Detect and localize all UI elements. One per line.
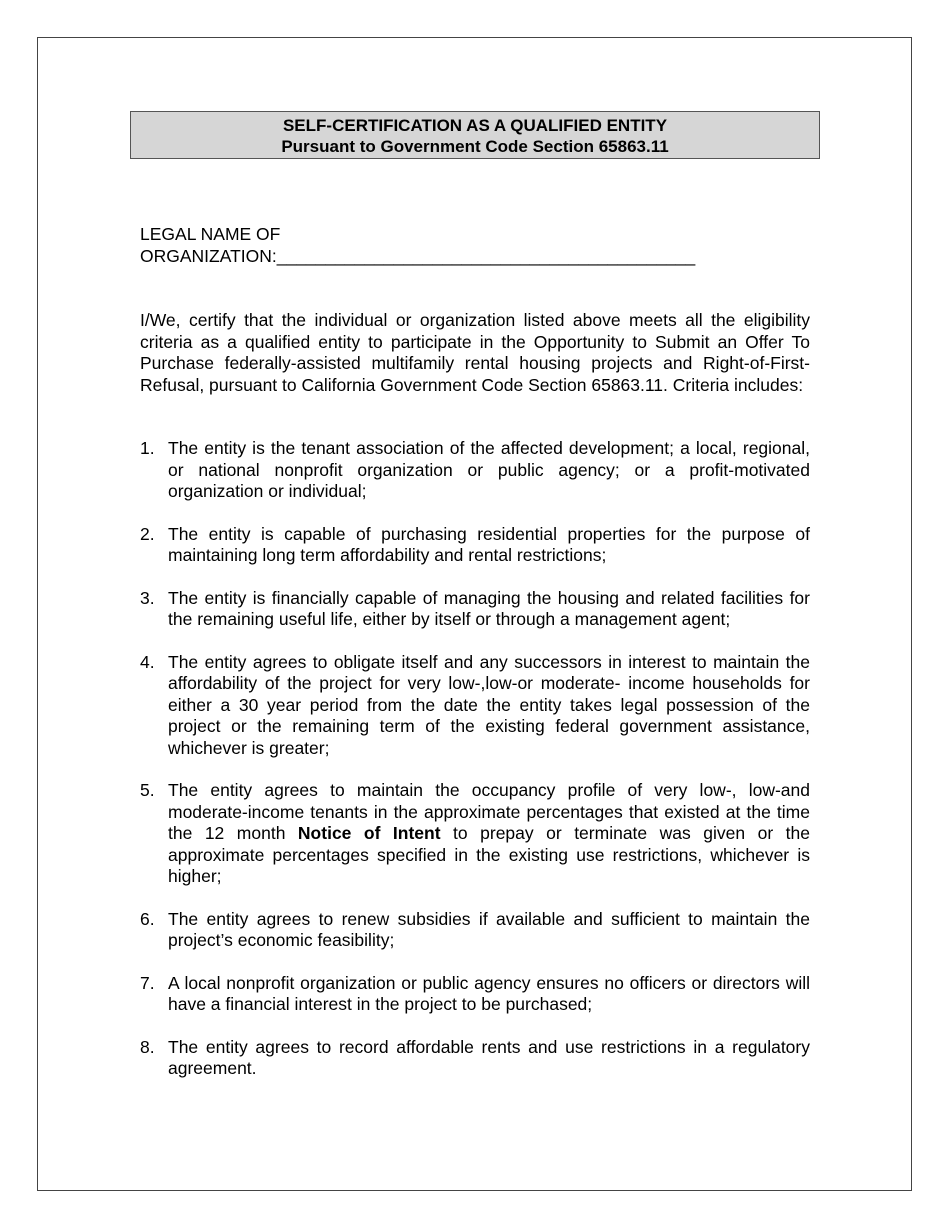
criteria-number: 6. bbox=[140, 908, 155, 929]
criteria-item-1 bbox=[140, 438, 810, 503]
criteria-number: 8. bbox=[140, 1036, 155, 1057]
criteria-text-after: to prepay or terminate was given or the approximate percentages specified in the existing use restrictions, whichever is higher; bbox=[168, 823, 810, 886]
legal-name-label-line1: LEGAL NAME OF bbox=[140, 224, 281, 244]
criteria-item-2 bbox=[140, 524, 810, 567]
criteria-text-before: The entity agrees to maintain the occupancy profile of very low-, low-and moderate-income tenants in the approximate percentages that existed at the time the 12 month bbox=[168, 780, 810, 843]
criteria-text: A local nonprofit organization or public agency ensures no officers or directors will have a financial interest in the project to be purchased; bbox=[168, 972, 810, 1014]
notice-of-intent-term: Notice of Intent bbox=[297, 823, 441, 843]
criteria-item-8 bbox=[140, 1037, 810, 1080]
criteria-number: 4. bbox=[140, 651, 155, 672]
document-title: SELF-CERTIFICATION AS A QUALIFIED ENTITY bbox=[282, 116, 668, 135]
criteria-number: 3. bbox=[140, 587, 155, 608]
criteria-list bbox=[140, 438, 810, 1080]
criteria-item-3 bbox=[140, 588, 810, 631]
criteria-text: The entity agrees to record affordable rents and use restrictions in a regulatory agreement. bbox=[168, 1036, 810, 1078]
criteria-text: The entity is financially capable of managing the housing and related facilities for the remaining useful life, either by itself or through a management agent; bbox=[168, 587, 810, 629]
legal-name-label-line2: ORGANIZATION:___________________________________________ bbox=[140, 245, 696, 266]
legal-name-field[interactable] bbox=[140, 224, 695, 267]
criteria-text: The entity agrees to obligate itself and any successors in interest to maintain the affordability of the project for very low-,low-or moderate- income households for either a 30 year period from the date the entity takes legal possession of the project or the remaining term of the existing federal government assistance, whichever is greater; bbox=[168, 651, 810, 758]
criteria-number: 2. bbox=[140, 523, 155, 544]
title-box bbox=[130, 111, 820, 159]
criteria-item-7 bbox=[140, 973, 810, 1016]
criteria-item-5 bbox=[140, 780, 810, 888]
criteria-text bbox=[168, 780, 810, 888]
criteria-number: 5. bbox=[140, 780, 155, 800]
criteria-number: 7. bbox=[140, 972, 155, 993]
criteria-number: 1. bbox=[140, 438, 155, 458]
criteria-item-6 bbox=[140, 909, 810, 952]
document-subtitle: Pursuant to Government Code Section 65863.11 bbox=[281, 137, 669, 156]
criteria-item-4 bbox=[140, 652, 810, 760]
certification-paragraph: I/We, certify that the individual or organization listed above meets all the eligibility criteria as a qualified entity to participate in the Opportunity to Submit an Offer To Purchase federally-assisted multifamily rental housing projects and Right-of-First-Refusal, pursuant to California Government Code Section 65863.11. Criteria includes: bbox=[140, 310, 810, 395]
criteria-text: The entity agrees to renew subsidies if available and sufficient to maintain the project’s economic feasibility; bbox=[168, 908, 810, 950]
criteria-text: The entity is capable of purchasing residential properties for the purpose of maintaining long term affordability and rental restrictions; bbox=[168, 523, 810, 565]
criteria-text: The entity is the tenant association of the affected development; a local, regional, or national nonprofit organization or public agency; or a profit-motivated organization or individual; bbox=[168, 438, 810, 501]
